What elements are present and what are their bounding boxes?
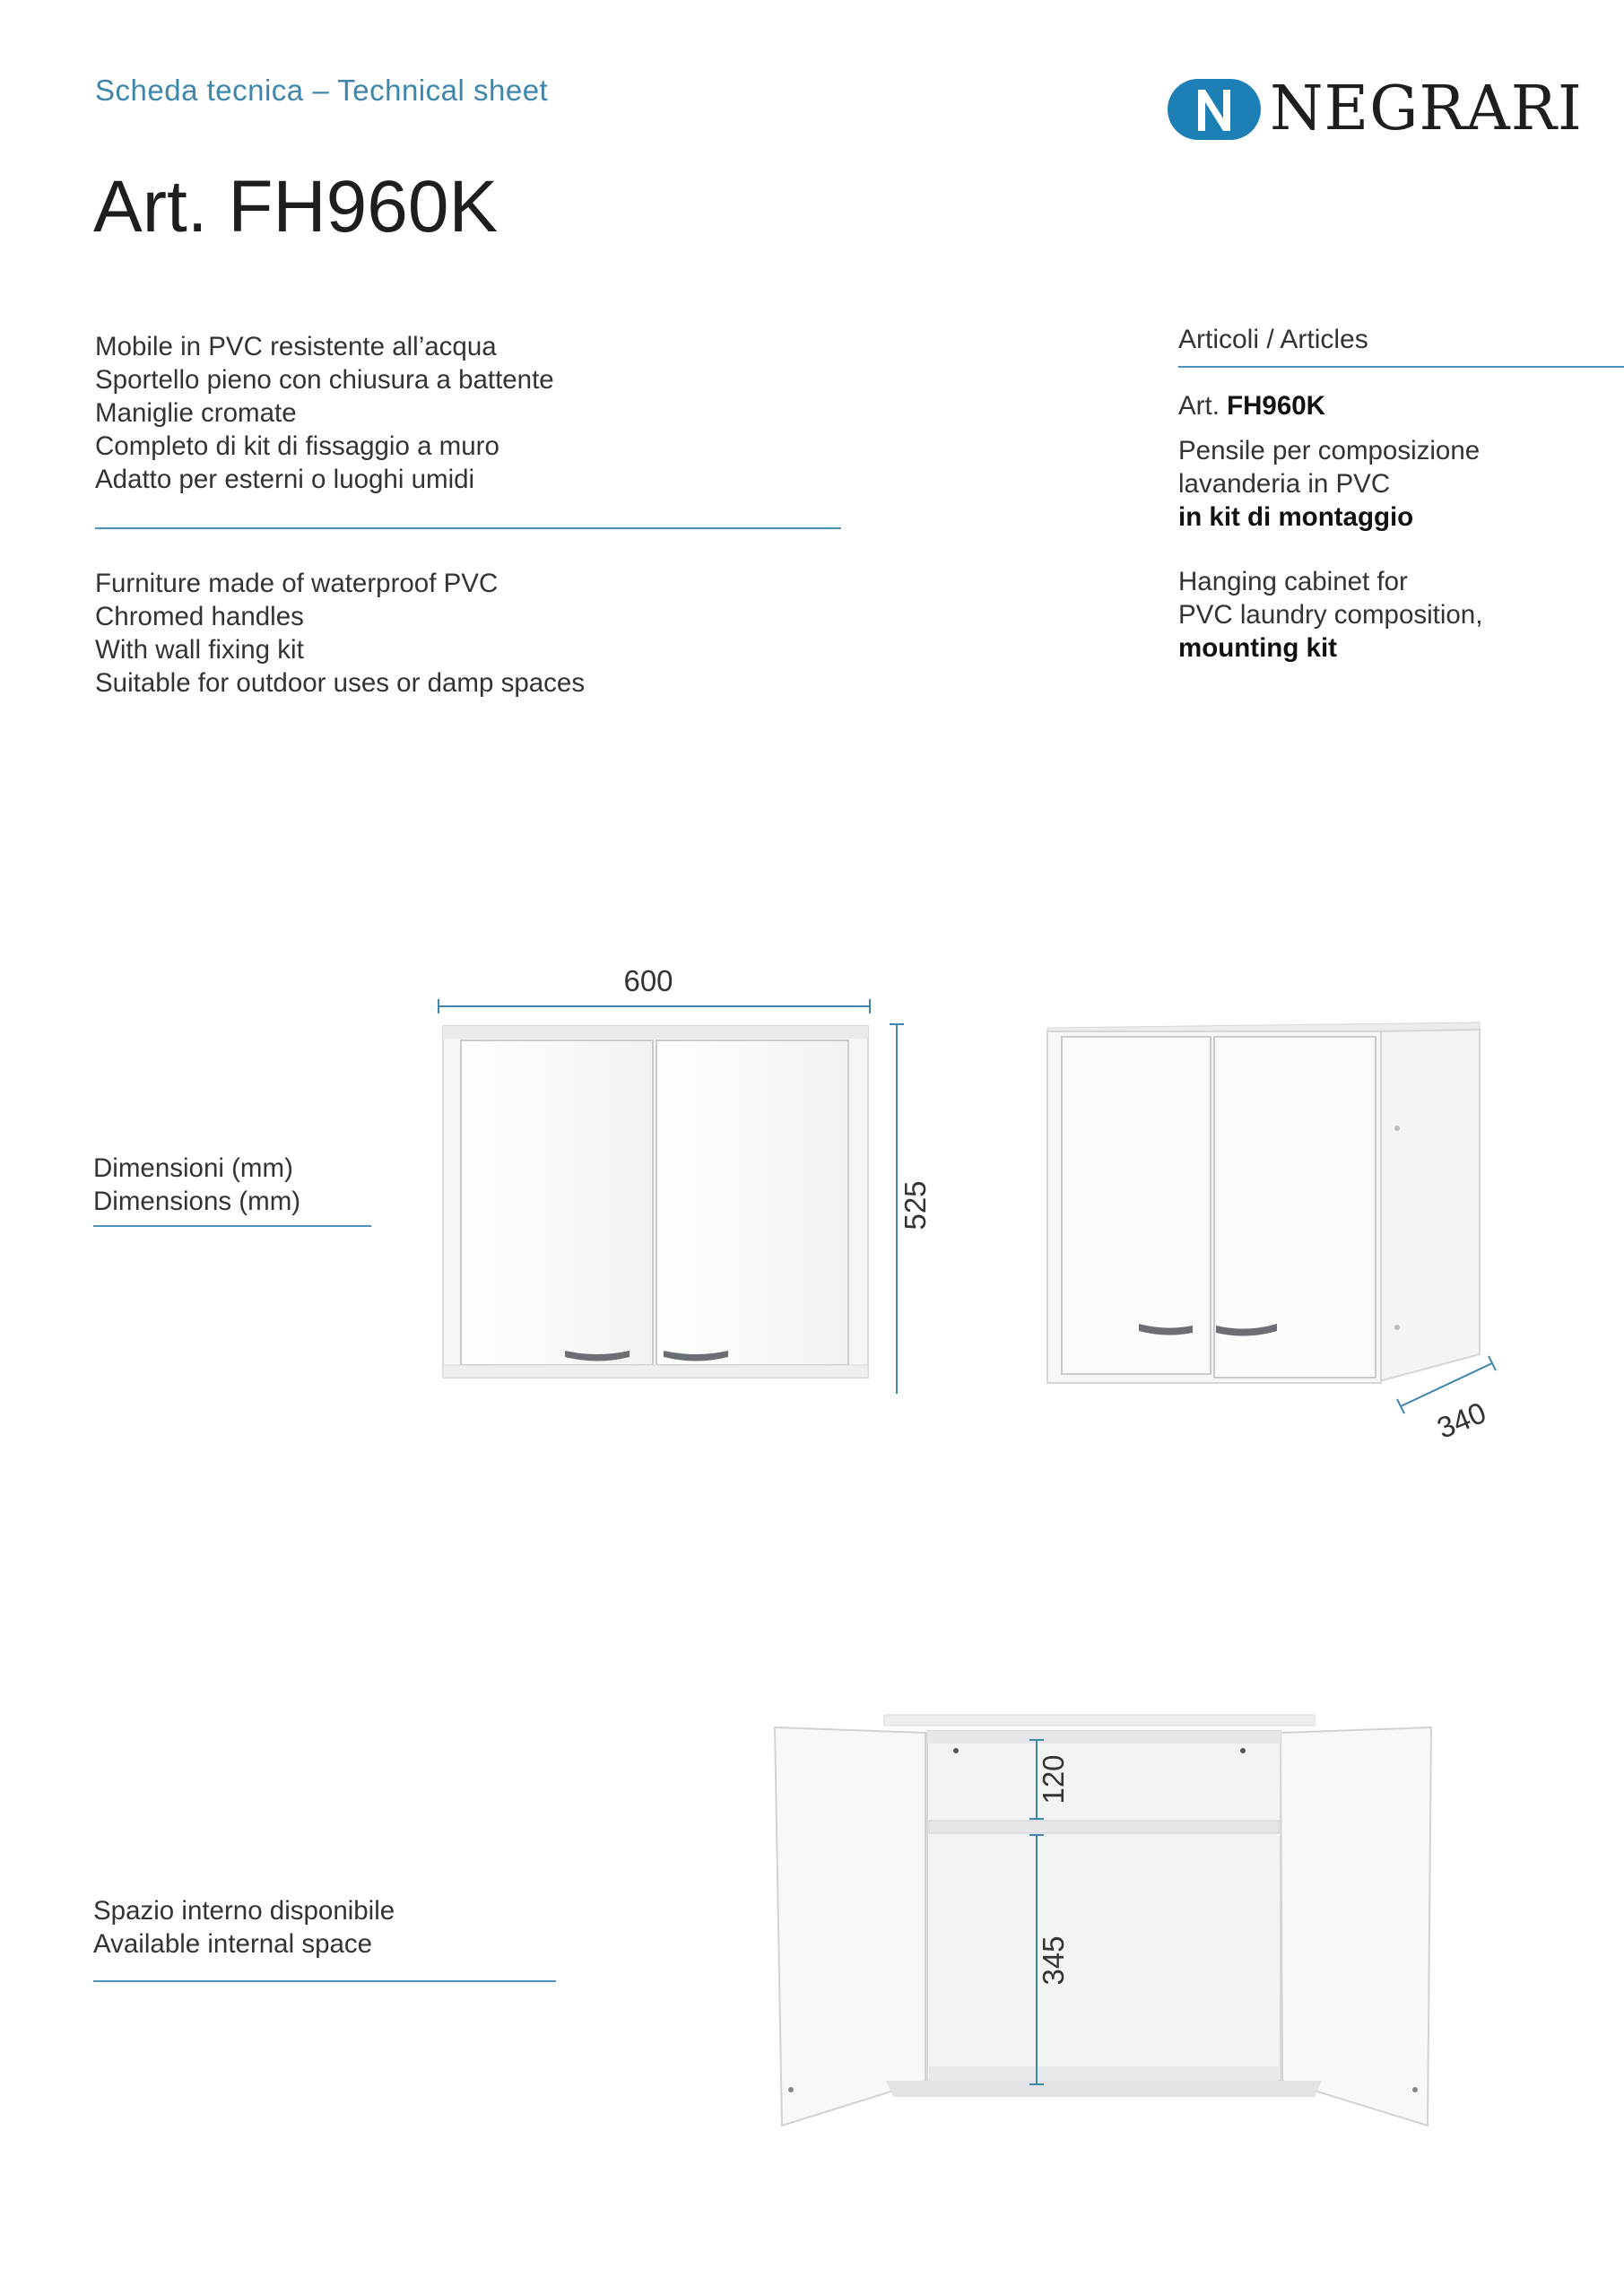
feature-item: Adatto per esterni o luoghi umidi: [95, 465, 475, 494]
features-english: [95, 567, 585, 700]
subtitle: Scheda tecnica – Technical sheet: [95, 74, 549, 107]
brand-logo: [1164, 74, 1583, 145]
article-code-value: FH960K: [1227, 391, 1325, 421]
feature-item: Mobile in PVC resistente all’acqua: [95, 332, 497, 361]
page-title: Art. FH960K: [93, 166, 499, 248]
feature-item: Sportello pieno con chiusura a battente: [95, 365, 554, 395]
feature-item: With wall fixing kit: [95, 635, 304, 665]
depth-dimension: 340: [1432, 1395, 1491, 1445]
height-dimension: 525: [899, 1180, 932, 1231]
internal-space-label-english: Available internal space: [93, 1929, 373, 1959]
article-description-italian: [1178, 434, 1480, 534]
divider: [93, 1225, 371, 1227]
description-line: Pensile per composizione: [1178, 436, 1481, 465]
description-line: lavanderia in PVC: [1178, 469, 1391, 499]
upper-space-dimension: 120: [1037, 1754, 1070, 1805]
internal-space-label-italian: Spazio interno disponibile: [93, 1896, 395, 1926]
articles-header: Articoli / Articles: [1178, 325, 1368, 354]
dimensions-label-english: Dimensions (mm): [93, 1187, 301, 1216]
width-dimension: 600: [623, 964, 673, 997]
description-line: Hanging cabinet for: [1178, 567, 1408, 596]
article-description-english: [1178, 565, 1482, 665]
dimensions-label: [93, 1152, 300, 1218]
internal-space-label: [93, 1894, 395, 1961]
feature-item: Furniture made of waterproof PVC: [95, 569, 499, 598]
divider: [1178, 366, 1624, 368]
logo-wordmark: NEGRARI: [1270, 74, 1583, 144]
open-cabinet-drawing: [768, 1704, 1449, 2135]
negrari-logo-icon: [1164, 75, 1264, 144]
article-code: [1178, 391, 1325, 422]
feature-item: Chromed handles: [95, 602, 304, 631]
description-bold-line: mounting kit: [1178, 633, 1337, 663]
divider: [93, 1980, 556, 1982]
dimensions-label-italian: Dimensioni (mm): [93, 1153, 293, 1183]
lower-space-dimension: 345: [1037, 1935, 1070, 1986]
description-bold-line: in kit di montaggio: [1178, 502, 1414, 532]
description-line: PVC laundry composition,: [1178, 600, 1483, 630]
perspective-view-drawing: [1031, 1004, 1533, 1471]
feature-item: Completo di kit di fissaggio a muro: [95, 431, 499, 461]
feature-item: Maniglie cromate: [95, 398, 297, 428]
feature-item: Suitable for outdoor uses or damp spaces: [95, 668, 586, 698]
features-italian: [95, 330, 554, 496]
front-view-drawing: [421, 951, 932, 1381]
article-code-prefix: Art.: [1178, 391, 1220, 421]
divider: [95, 527, 841, 529]
